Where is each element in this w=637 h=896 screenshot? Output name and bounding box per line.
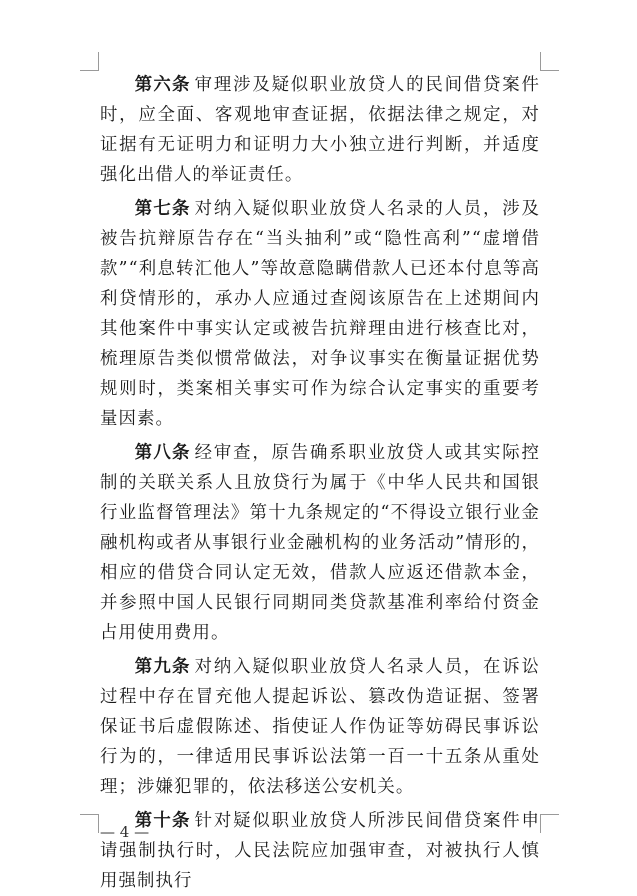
article-7	[100, 194, 540, 434]
article-text: 对纳入疑似职业放贷人名录人员，在诉讼过程中存在冒充他人提起诉讼、篡改伪造证据、签署保证书后虚假陈述、指使证人作伪证等妨碍民事诉讼行为的，一律适用民事诉讼法第一百一十五条从重处理；涉嫌犯罪的，依法移送公安机关。	[100, 657, 540, 797]
article-title: 第六条	[134, 75, 191, 95]
article-10	[100, 806, 540, 896]
article-text: 经审查，原告确系职业放贷人或其实际控制的关联关系人且放贷行为属于《中华人民共和国银行业监督管理法》第十九条规定的“不得设立银行业金融机构或者从事银行业金融机构的业务活动”情形的，相应的借贷合同认定无效，借款人应返还借款本金，并参照中国人民银行同期同类贷款基准利率给付资金占用使用费用。	[100, 443, 540, 643]
article-text: 审理涉及疑似职业放贷人的民间借贷案件时，应全面、客观地审查证据，依据法律之规定，对证据有无证明力和证明力大小独立进行判断，并适度强化出借人的举证责任。	[100, 75, 540, 185]
crop-mark-bottom-right	[540, 814, 559, 833]
article-title: 第七条	[134, 199, 191, 219]
page-number: — 4 —	[100, 823, 150, 841]
article-text: 针对疑似职业放贷人所涉民间借贷案件申请强制执行时，人民法院应加强审查，对被执行人慎用强制执行	[100, 811, 540, 891]
document-body	[100, 70, 540, 896]
crop-mark-top-right	[540, 52, 559, 71]
crop-mark-bottom-left	[80, 814, 99, 833]
article-6	[100, 70, 540, 190]
article-text: 对纳入疑似职业放贷人名录的人员，涉及被告抗辩原告存在“当头抽利”或“隐性高利”“虚增借款”“利息转汇他人”等故意隐瞒借款人已还本付息等高利贷情形的，承办人应通过查阅该原告在上述期间内其他案件中事实认定或被告抗辩理由进行核查比对，梳理原告类似惯常做法，对争议事实在衡量证据优势规则时，类案相关事实可作为综合认定事实的重要考量因素。	[100, 199, 540, 429]
article-8	[100, 438, 540, 648]
article-title: 第八条	[134, 443, 191, 463]
article-9	[100, 652, 540, 802]
article-title: 第九条	[134, 657, 191, 677]
crop-mark-top-left	[80, 52, 99, 71]
article-title: 第十条	[134, 811, 191, 831]
